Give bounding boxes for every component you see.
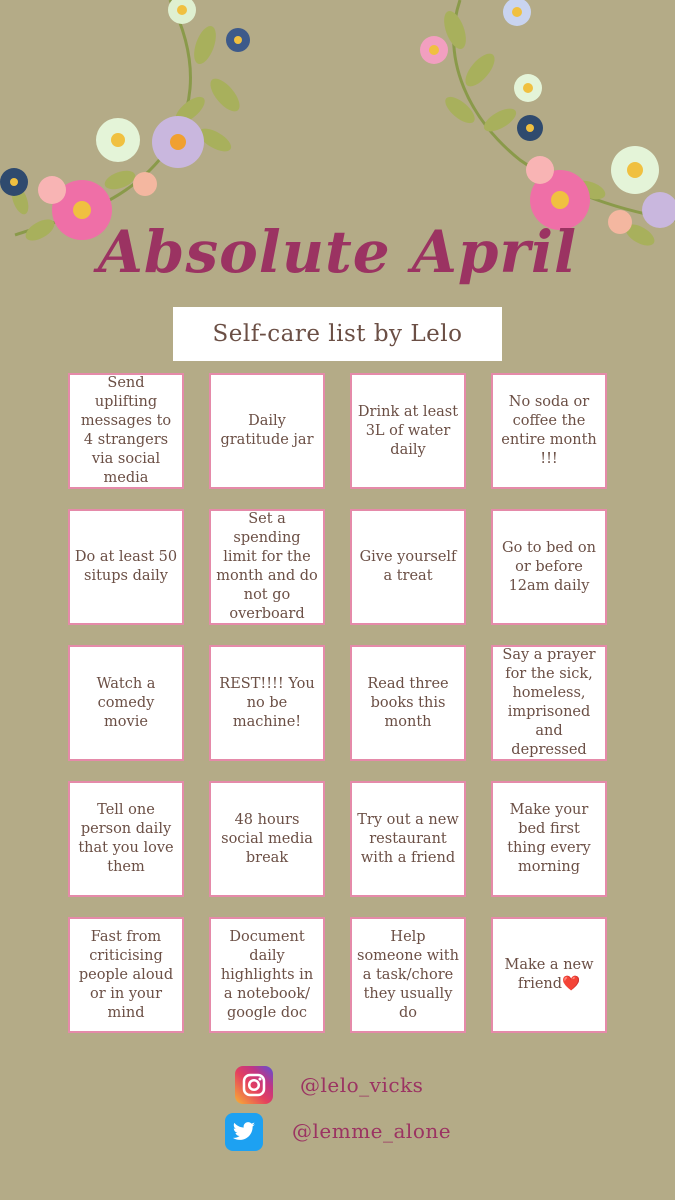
subtitle-text: Self-care list by Lelo — [212, 321, 463, 347]
subtitle-banner — [173, 307, 502, 361]
twitter-row[interactable] — [0, 1113, 675, 1153]
challenge-card: Daily gratitude jar — [209, 373, 325, 489]
challenge-card: Document daily highlights in a notebook/ google doc — [209, 917, 325, 1033]
challenge-card: Fast from criticising people aloud or in your mind — [68, 917, 184, 1033]
instagram-row[interactable] — [0, 1066, 675, 1106]
instagram-handle[interactable]: @lelo_vicks — [300, 1073, 424, 1097]
twitter-icon[interactable] — [225, 1113, 263, 1151]
page-title: Absolute April — [97, 218, 578, 286]
challenge-card: Help someone with a task/chore they usually do — [350, 917, 466, 1033]
challenge-card: Try out a new restaurant with a friend — [350, 781, 466, 897]
challenge-card: Make your bed first thing every morning — [491, 781, 607, 897]
challenge-card: REST!!!! You no be machine! — [209, 645, 325, 761]
challenge-card: Set a spending limit for the month and do not go overboard — [209, 509, 325, 625]
challenge-card: Go to bed on or before 12am daily — [491, 509, 607, 625]
challenge-card: Give yourself a treat — [350, 509, 466, 625]
challenge-card: Send uplifting messages to 4 strangers via social media — [68, 373, 184, 489]
challenge-card: Read three books this month — [350, 645, 466, 761]
instagram-icon[interactable] — [235, 1066, 273, 1104]
challenge-card: Make a new friend❤️ — [491, 917, 607, 1033]
challenge-card: 48 hours social media break — [209, 781, 325, 897]
self-care-grid — [68, 373, 607, 1033]
challenge-card: Do at least 50 situps daily — [68, 509, 184, 625]
challenge-card: Watch a comedy movie — [68, 645, 184, 761]
challenge-card: No soda or coffee the entire month !!! — [491, 373, 607, 489]
challenge-card: Drink at least 3L of water daily — [350, 373, 466, 489]
challenge-card: Tell one person daily that you love them — [68, 781, 184, 897]
twitter-handle[interactable]: @lemme_alone — [292, 1119, 452, 1143]
challenge-card: Say a prayer for the sick, homeless, imprisoned and depressed — [491, 645, 607, 761]
